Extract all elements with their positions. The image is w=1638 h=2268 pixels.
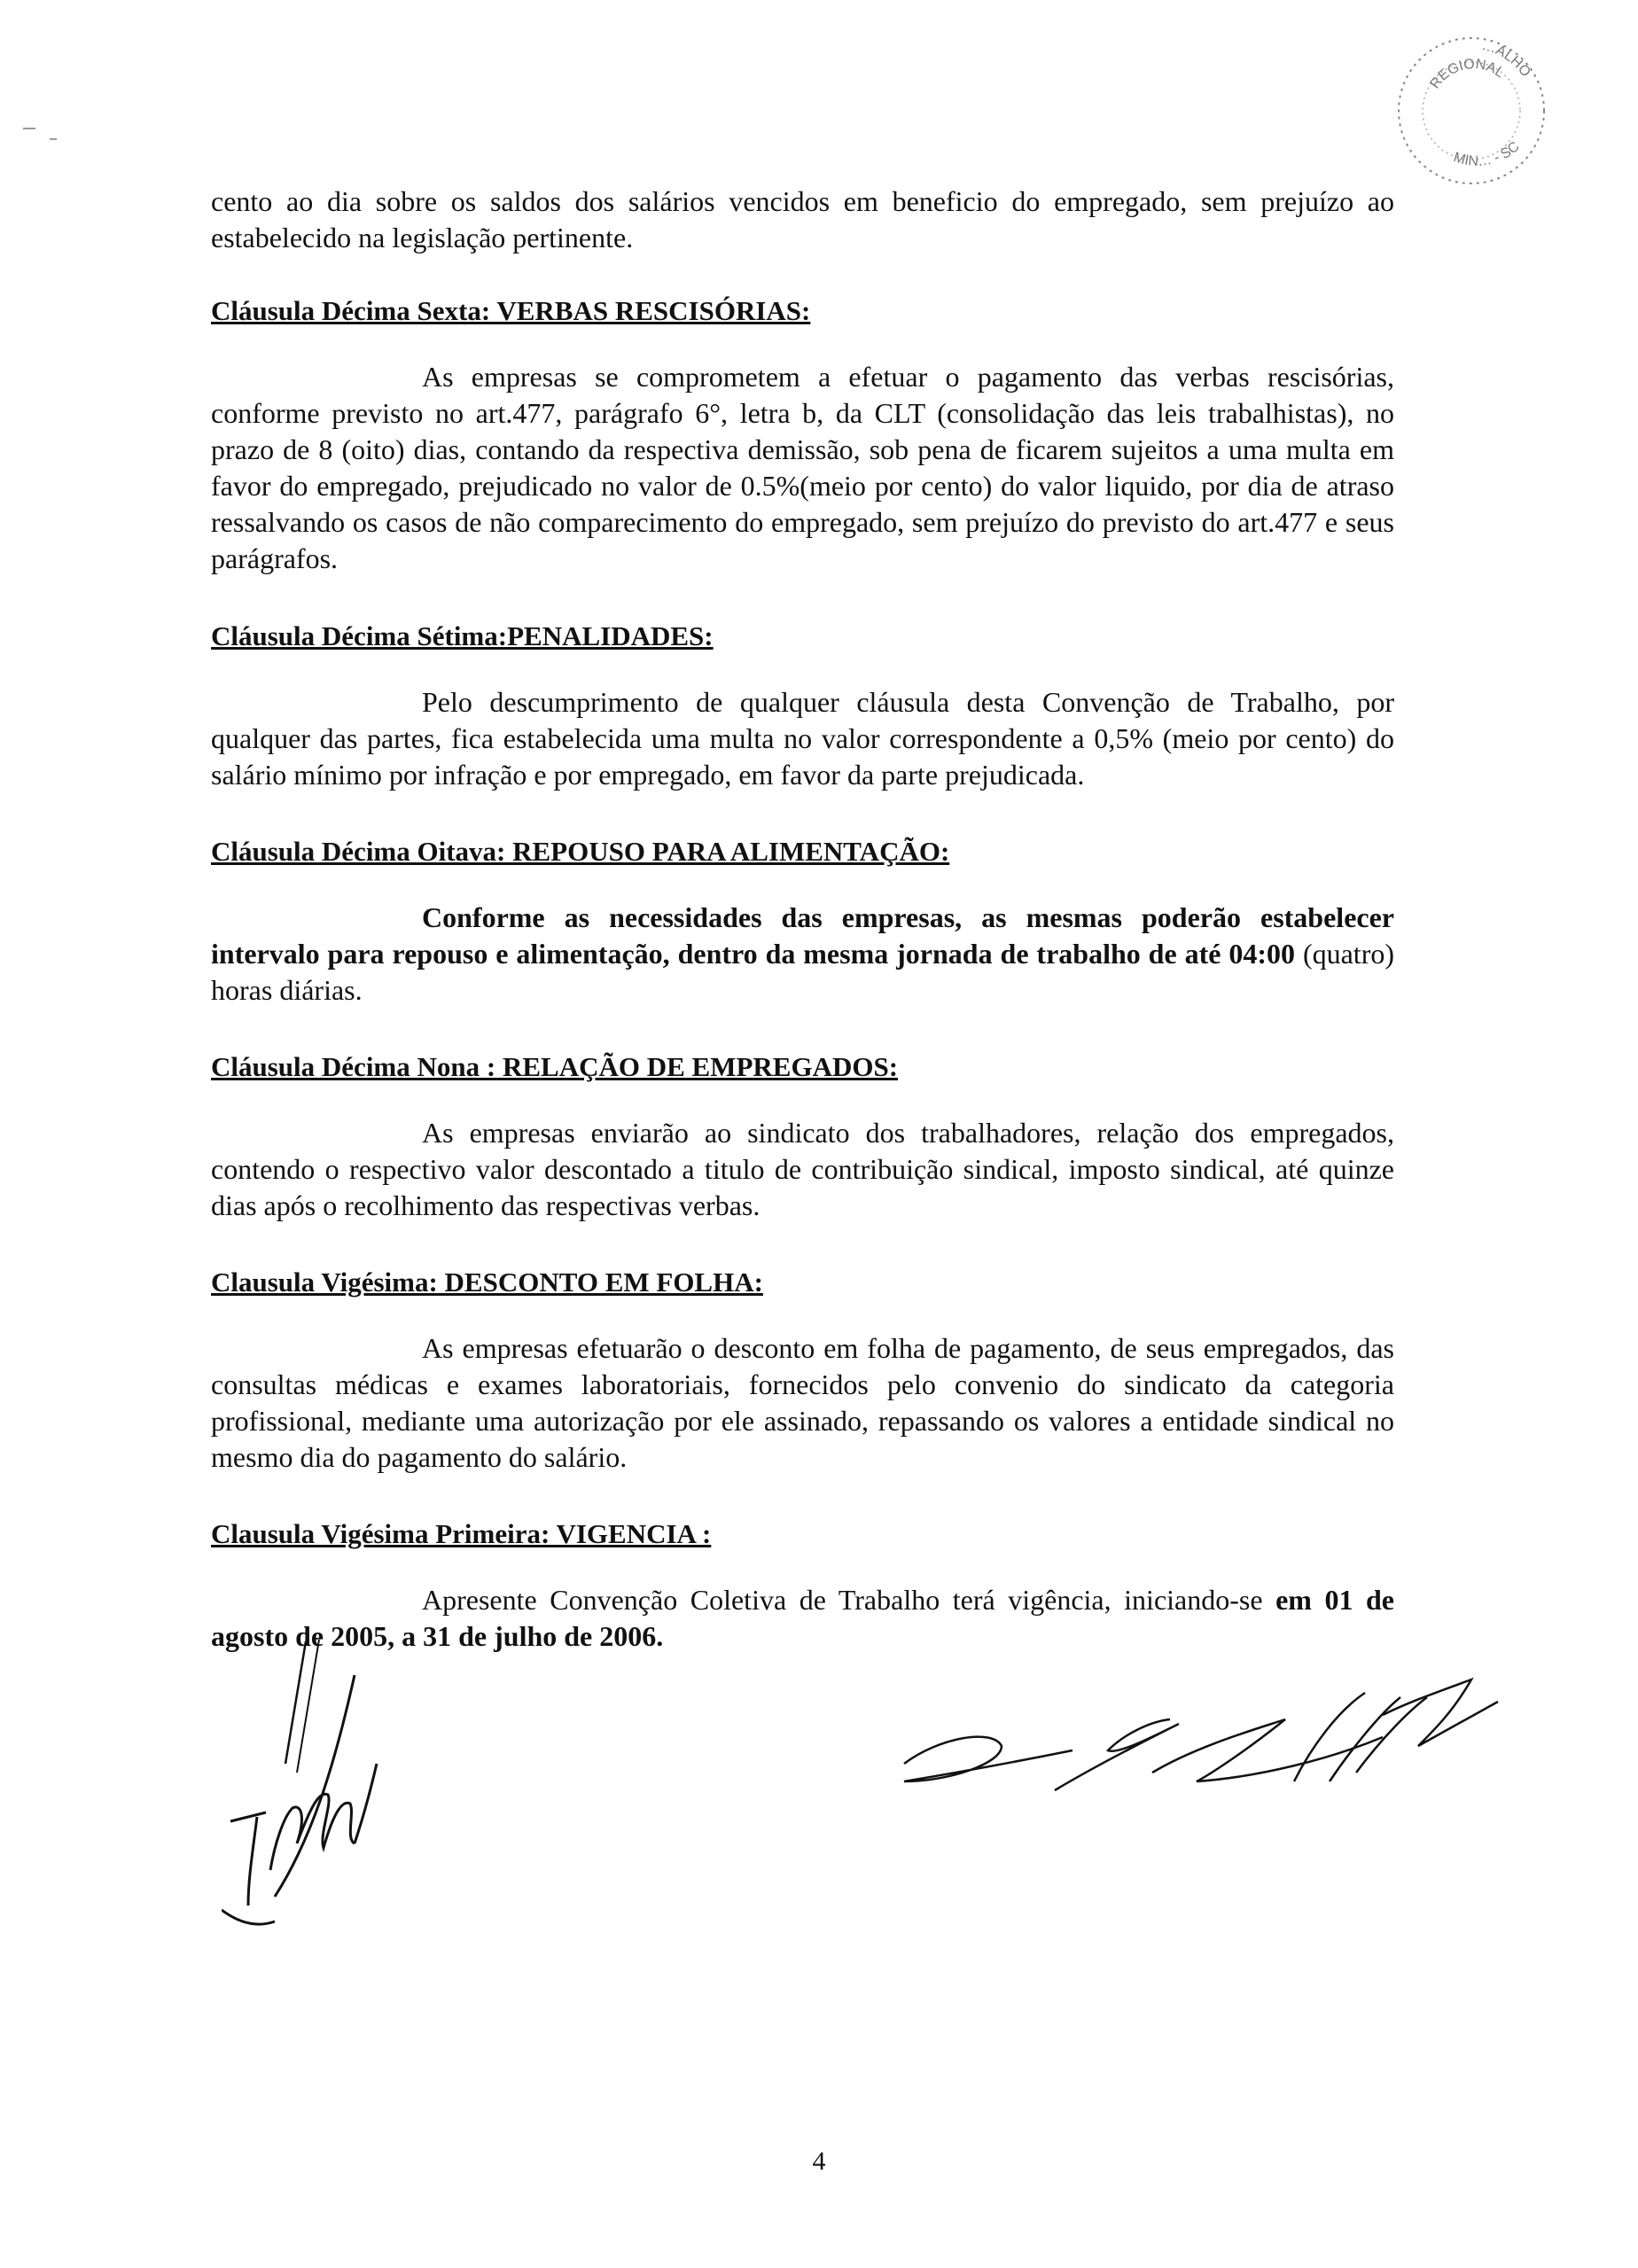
clause-body: As empresas enviarão ao sindicato dos trabalhadores, relação dos empregados, contendo o respectivo valor descontado a titulo de contribuição sindical, imposto sindical, até quinze dias após o recolhimento das respectivas verbas. [211,1117,1394,1221]
clause-17 [211,619,1394,793]
clause-body-tail: (quatro) horas diárias. [211,938,1395,1006]
clause-body-dates: em 01 de agosto de 2005, a 31 de julho de 2006. [211,1584,1394,1652]
ministry-stamp [1383,27,1551,186]
continuation-paragraph [211,183,1394,256]
clause-body: As empresas efetuarão o desconto em folha de pagamento, de seus empregados, das consultas médicas e exames laboratoriais, fornecidos pelo convenio do sindicato da categoria profissional, mediante uma autorização por ele assinado, repassando os valores a entidade sindical no mesmo dia do pagamento do salário. [211,1332,1394,1473]
continuation-text: cento ao dia sobre os saldos dos salários vencidos em beneficio do empregado, sem prejuízo ao estabelecido na legislação pertinente. [211,185,1394,253]
stamp-text-top: …ALHO [1479,37,1533,81]
signature-left [222,1640,541,1932]
clause-body-text: Apresente Convenção Coletiva de Trabalho terá vigência, iniciando-se [422,1584,1263,1616]
clause-heading: Cláusula Décima Nona : RELAÇÃO DE EMPREGADOS: [211,1051,899,1082]
clause-body: As empresas se comprometem a efetuar o pagamento das verbas rescisórias, conforme previsto no art.477, parágrafo 6°, letra b, da CLT (consolidação das leis trabalhistas), no prazo de 8 (oito) dias, contando da respectiva demissão, sob pena de ficarem sujeitos a uma multa em favor do empregado, prejudicado no valor de 0.5%(meio por cento) do valor liquido, por dia de atraso ressalvando os casos de não comparecimento do empregado, sem prejuízo do previsto do art.477 e seus parágrafos. [211,361,1394,574]
signature-right [886,1666,1507,1817]
stamp-text-inner: REGIONAL [1427,56,1508,92]
scan-speck [50,138,57,140]
scan-speck [23,128,35,129]
clause-heading: Cláusula Décima Oitava: REPOUSO PARA ALIMENTAÇÃO: [211,836,950,867]
clause-heading: Clausula Vigésima Primeira: VIGENCIA : [211,1518,712,1549]
stamp-text-bottom: MIN… - SC [1451,138,1523,170]
clause-heading: Cláusula Décima Sétima:PENALIDADES: [211,620,714,651]
clause-body-bold: Conforme as necessidades das empresas, as mesmas poderão estabelecer intervalo para repouso e alimentação, dentro da mesma jornada de trabalho de até 04:00 [211,901,1394,970]
clause-body: Pelo descumprimento de qualquer cláusula desta Convenção de Trabalho, por qualquer das partes, fica estabelecida uma multa no valor correspondente a 0,5% (meio por cento) do salário mínimo por infração e por empregado, em favor da parte prejudicada. [211,686,1394,791]
clause-18 [211,834,1394,1009]
clause-body [211,900,1394,1009]
page-number: 4 [812,2147,826,2176]
clause-heading: Cláusula Décima Sexta: VERBAS RESCISÓRIAS: [211,295,811,326]
clause-heading: Clausula Vigésima: DESCONTO EM FOLHA: [211,1266,763,1298]
clause-16 [211,293,1394,577]
clause-20 [211,1265,1394,1476]
clause-19 [211,1049,1394,1224]
clause-21 [211,1516,1394,1655]
